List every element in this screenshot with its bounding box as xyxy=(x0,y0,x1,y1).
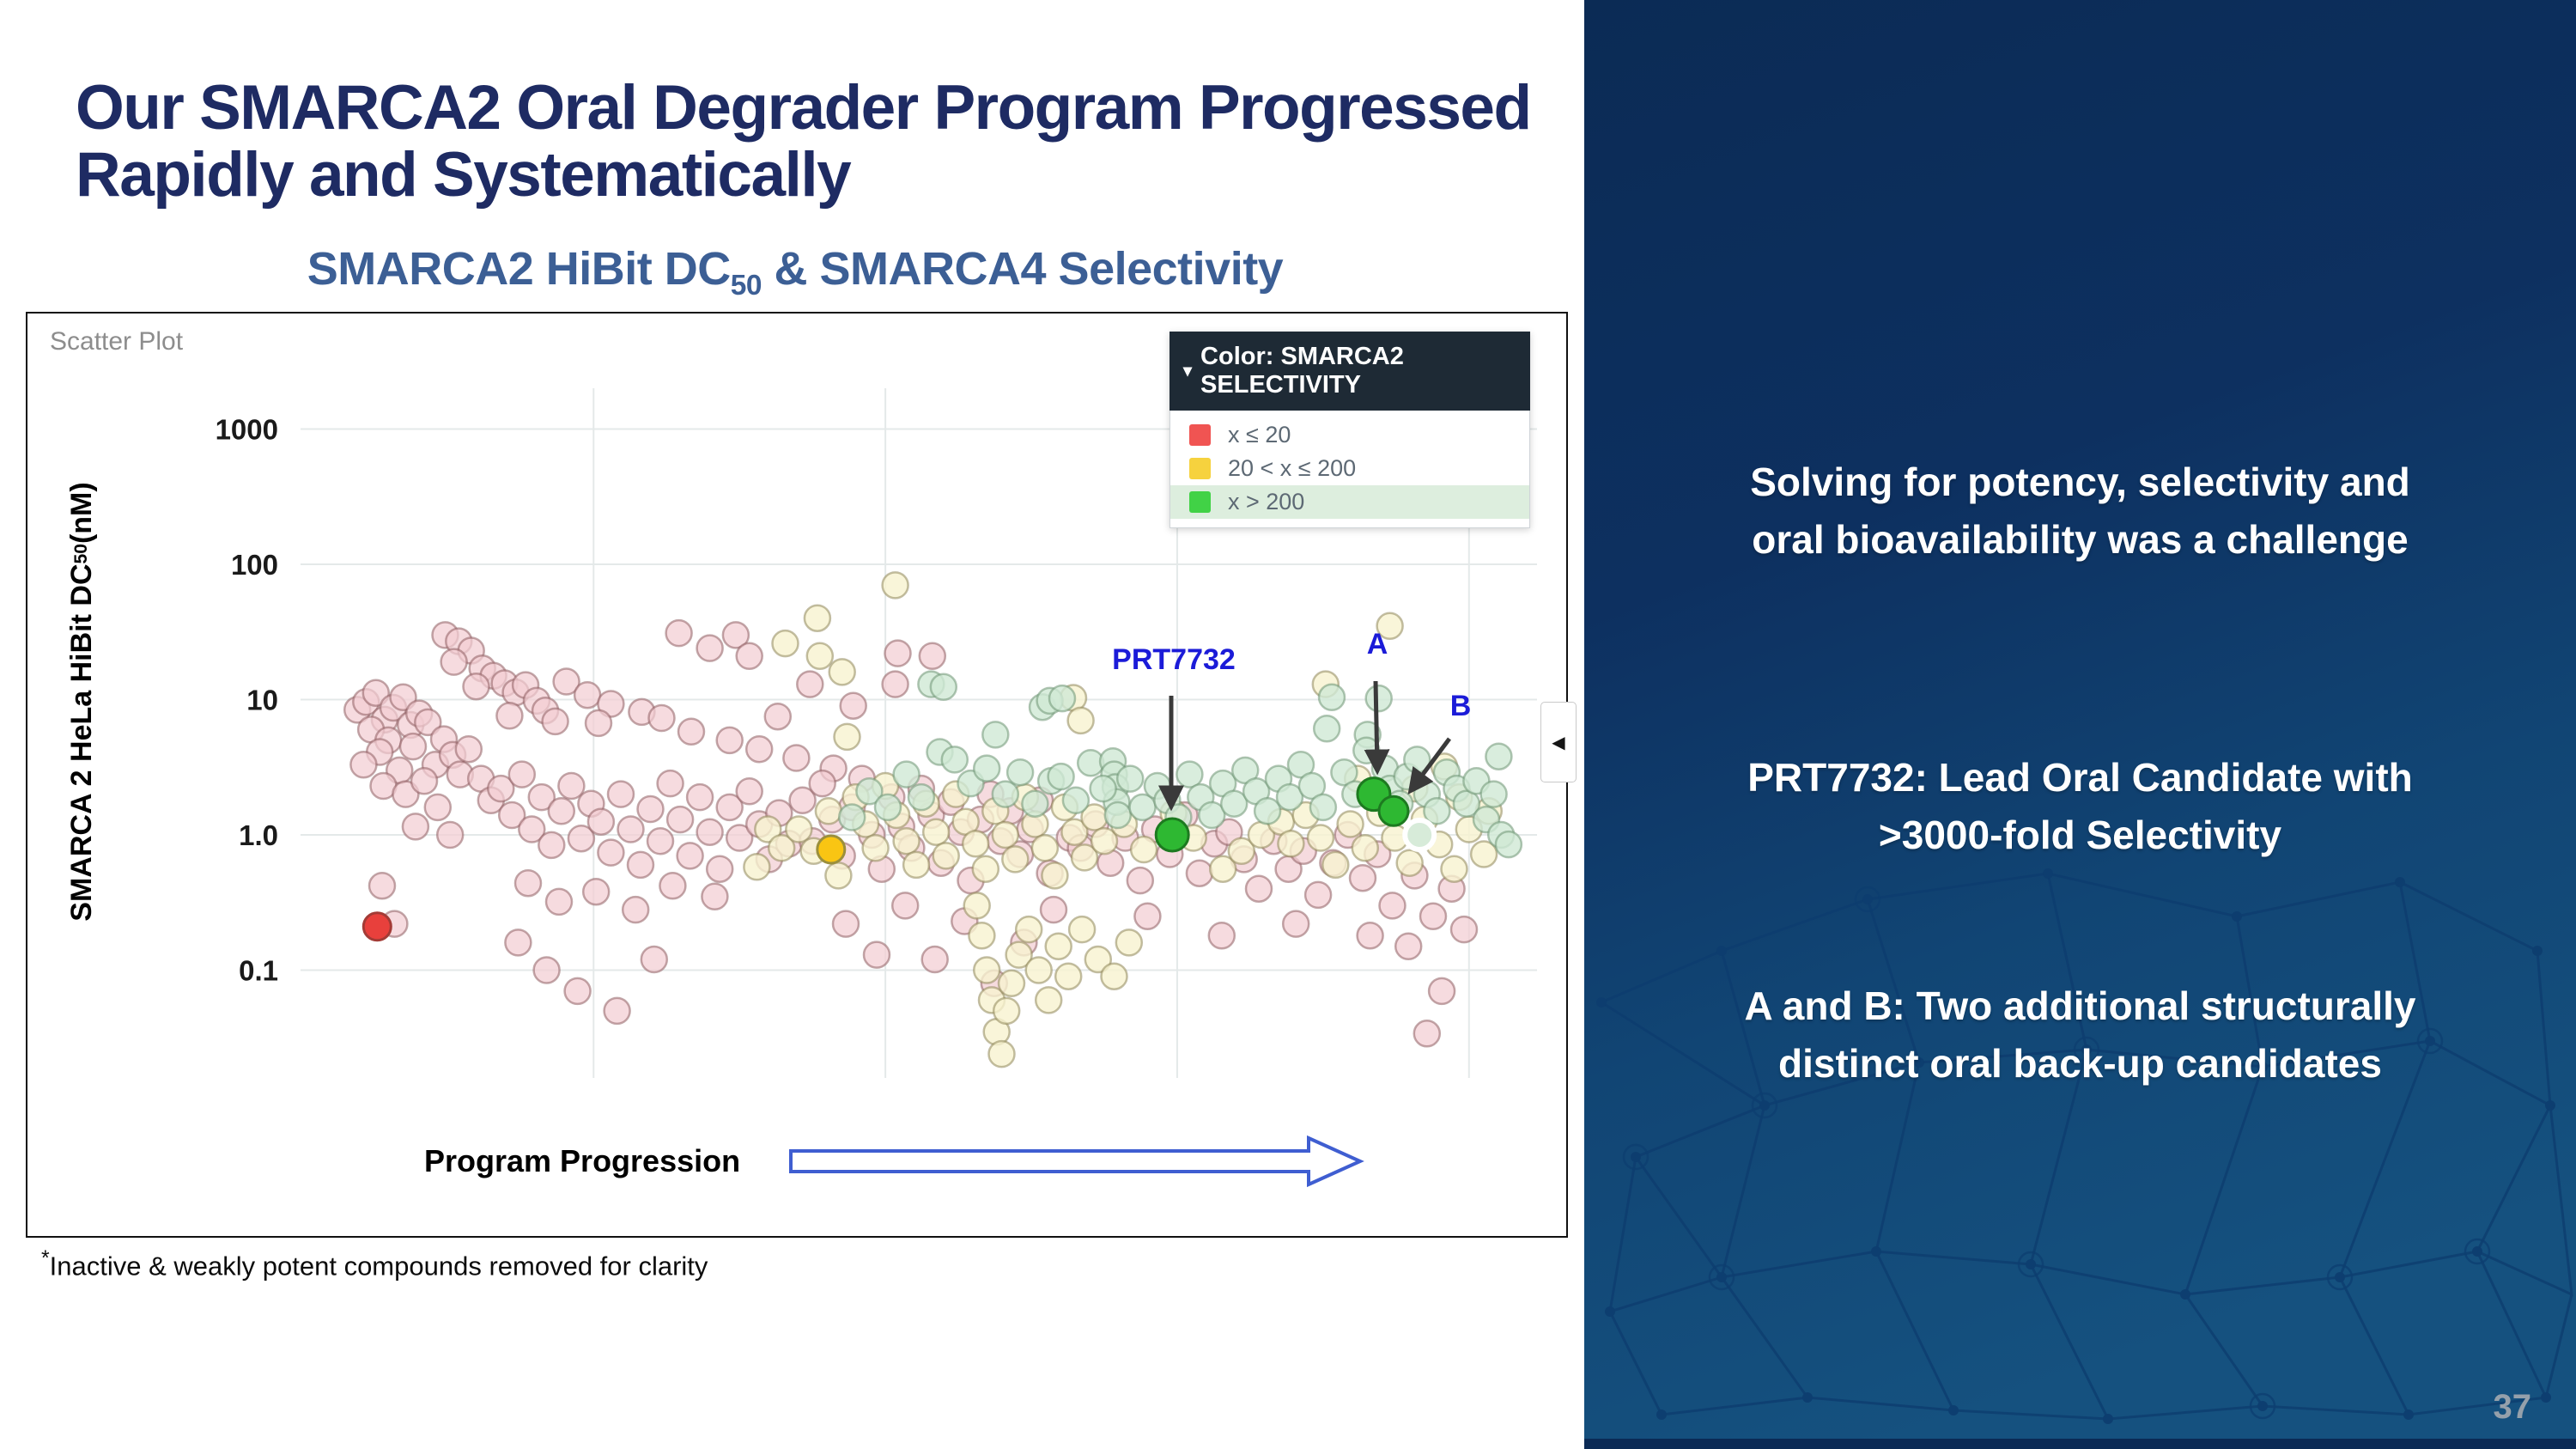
network-pattern-decoration xyxy=(1584,848,2576,1449)
widget-type-label: Scatter Plot xyxy=(50,327,184,356)
chart-title-text-2: & SMARCA4 Selectivity xyxy=(762,243,1284,295)
panel-statement-backup-candidates: A and B: Two additional structurally distinct oral back-up candidates xyxy=(1744,983,2416,1086)
sidebar-panel xyxy=(1584,0,2576,1449)
svg-text:1.0: 1.0 xyxy=(239,819,278,851)
annotation-a: A xyxy=(1366,628,1388,661)
panel-collapse-handle[interactable] xyxy=(1540,702,1577,782)
chart-title xyxy=(26,242,1564,302)
scatter-plot-widget xyxy=(26,312,1568,1238)
footnote-asterisk: * xyxy=(41,1247,50,1270)
title-line-2: Rapidly and Systematically xyxy=(76,140,851,210)
legend-header-dropdown[interactable] xyxy=(1170,332,1530,411)
legend-item-red[interactable] xyxy=(1170,418,1529,452)
page-title xyxy=(76,72,1587,210)
chevron-down-icon: ▾ xyxy=(1183,362,1193,381)
page-number: 37 xyxy=(2493,1388,2531,1426)
red-swatch-icon xyxy=(1189,424,1211,446)
x-axis-label: Program Progression xyxy=(424,1143,741,1178)
panel-statement-challenge: Solving for potency, selectivity and oral bioavailability was a challenge xyxy=(1750,460,2410,562)
annotation-b: B xyxy=(1449,690,1472,722)
green-swatch-icon xyxy=(1189,491,1211,513)
panel-statement-lead-candidate: PRT7732: Lead Oral Candidate with >3000-fold Selectivity xyxy=(1747,755,2413,857)
legend-item-yellow[interactable] xyxy=(1170,452,1529,485)
svg-text:1000: 1000 xyxy=(215,413,278,446)
legend-item-green[interactable] xyxy=(1170,485,1529,519)
legend-item-label: 20 < x ≤ 200 xyxy=(1228,455,1357,481)
title-line-1: Our SMARCA2 Oral Degrader Program Progressed xyxy=(76,72,1531,143)
chart-title-text: SMARCA2 HiBit DC xyxy=(307,243,731,295)
progression-arrow-icon xyxy=(788,1131,1381,1191)
y-axis-title: SMARCA 2 HeLa HiBit DC 50 (nM) xyxy=(64,482,98,922)
svg-text:100: 100 xyxy=(230,549,278,581)
yellow-swatch-icon xyxy=(1189,458,1211,479)
legend-panel[interactable] xyxy=(1170,332,1530,528)
footnote: *Inactive & weakly potent compounds removed for clarity xyxy=(41,1247,708,1282)
legend-body xyxy=(1170,411,1530,528)
legend-item-label: x > 200 xyxy=(1228,489,1305,514)
svg-text:0.1: 0.1 xyxy=(239,954,278,987)
chevron-left-icon: ◀ xyxy=(1552,733,1565,752)
panel-bottom-strip xyxy=(1584,1439,2576,1449)
legend-item-label: x ≤ 20 xyxy=(1228,422,1291,447)
svg-text:10: 10 xyxy=(246,684,278,716)
chart-title-subscript: 50 xyxy=(730,269,762,301)
legend-header-label: Color: SMARCA2 SELECTIVITY xyxy=(1200,343,1404,399)
annotation-prt7732: PRT7732 xyxy=(1112,643,1236,676)
